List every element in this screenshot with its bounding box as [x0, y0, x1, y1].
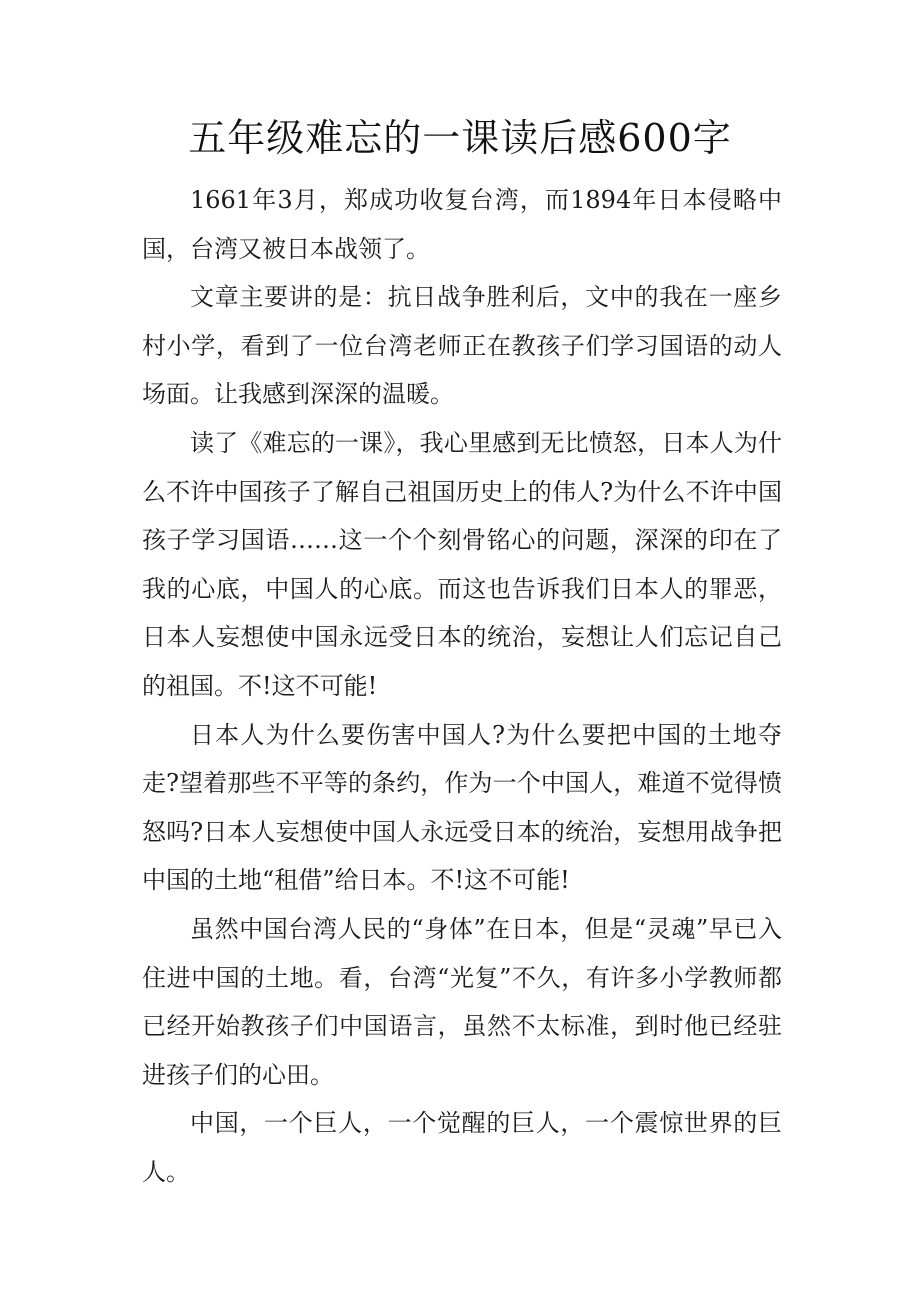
document-body	[142, 176, 782, 1196]
paragraph-5: 虽然中国台湾人民的“身体”在日本，但是“灵魂”早已入住进中国的土地。看，台湾“光复”不久，有许多小学教师都已经开始教孩子们中国语言，虽然不太标准，到时他已经驻进孩子们的心田。	[142, 914, 782, 1089]
paragraph-2: 文章主要讲的是：抗日战争胜利后，文中的我在一座乡村小学，看到了一位台湾老师正在教孩子们学习国语的动人场面。让我感到深深的温暖。	[142, 283, 782, 409]
paragraph-1: 1661年3月，郑成功收复台湾，而1894年日本侵略中国，台湾又被日本战领了。	[142, 186, 782, 263]
paragraph-4: 日本人为什么要伤害中国人?为什么要把中国的土地夺走?望着那些不平等的条约，作为一个中国人，难道不觉得愤怒吗?日本人妄想使中国人永远受日本的统治，妄想用战争把中国的土地“租借”给日本。不!这不可能!	[142, 720, 782, 895]
paragraph-6: 中国，一个巨人，一个觉醒的巨人，一个震惊世界的巨人。	[142, 1109, 782, 1186]
document-title: 五年级难忘的一课读后感600字	[188, 116, 732, 160]
paragraph-3: 读了《难忘的一课》，我心里感到无比愤怒，日本人为什么不许中国孩子了解自己祖国历史上的伟人?为什么不许中国孩子学习国语……这一个个刻骨铭心的问题，深深的印在了我的心底，中国人的心底。而这也告诉我们日本人的罪恶，日本人妄想使中国永远受日本的统治，妄想让人们忘记自己的祖国。不!这不可能!	[142, 428, 782, 700]
